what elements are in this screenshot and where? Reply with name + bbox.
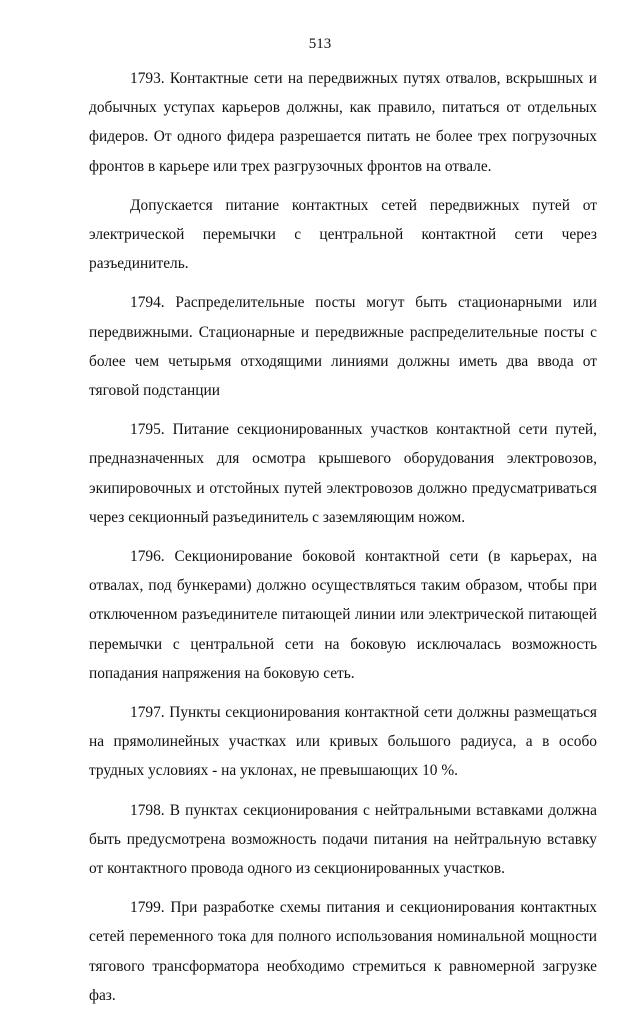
document-body [89, 64, 597, 1020]
page-number: 513 [308, 36, 332, 52]
paragraph-1795: 1795. Питание секционированных участков контактной сети путей, предназначенных для осмотра крышевого оборудования электровозов, экипировочных и отстойных путей электровозов должно предусматриваться через секционный разъединитель с заземляющим ножом. [89, 421, 597, 526]
paragraph-1798: 1798. В пунктах секционирования с нейтральными вставками должна быть предусмотрена возможность подачи питания на нейтральную вставку от контактного провода одного из секционированных участков. [89, 801, 597, 878]
paragraph-1793: 1793. Контактные сети на передвижных путях отвалов, вскрышных и добычных уступах карьеров должны, как правило, питаться от отдельных фидеров. От одного фидера разрешается питать не более трех погрузочных фронтов в карьере или трех разгрузочных фронтов на отвале. [89, 70, 597, 175]
paragraph-1797: 1797. Пункты секционирования контактной сети должны размещаться на прямолинейных участках или кривых большого радиуса, а в особо трудных условиях - на уклонах, не превышающих 10 %. [89, 704, 597, 780]
paragraph-1796: 1796. Секционирование боковой контактной сети (в карьерах, на отвалах, под бункерами) должно осуществляться таким образом, чтобы при отключенном разъединителе питающей линии или электрической питающей перемычки с центральной сети на боковую исключалась возможность попадания напряжения на боковую сеть. [89, 548, 597, 682]
paragraph-1793-continuation: Допускается питание контактных сетей передвижных путей от электрической перемычки с центральной контактной сети через разъединитель. [89, 196, 597, 273]
paragraph-1794: 1794. Распределительные посты могут быть стационарными или передвижными. Стационарные и передвижные распределительные посты с более чем четырьмя отходящими линиями должны иметь два ввода от тяговой подстанции [89, 294, 597, 400]
paragraph-1799: 1799. При разработке схемы питания и секционирования контактных сетей переменного тока для полного использования номинальной мощности тягового трансформатора необходимо стремиться к равномерной загрузке фаз. [89, 899, 597, 1004]
